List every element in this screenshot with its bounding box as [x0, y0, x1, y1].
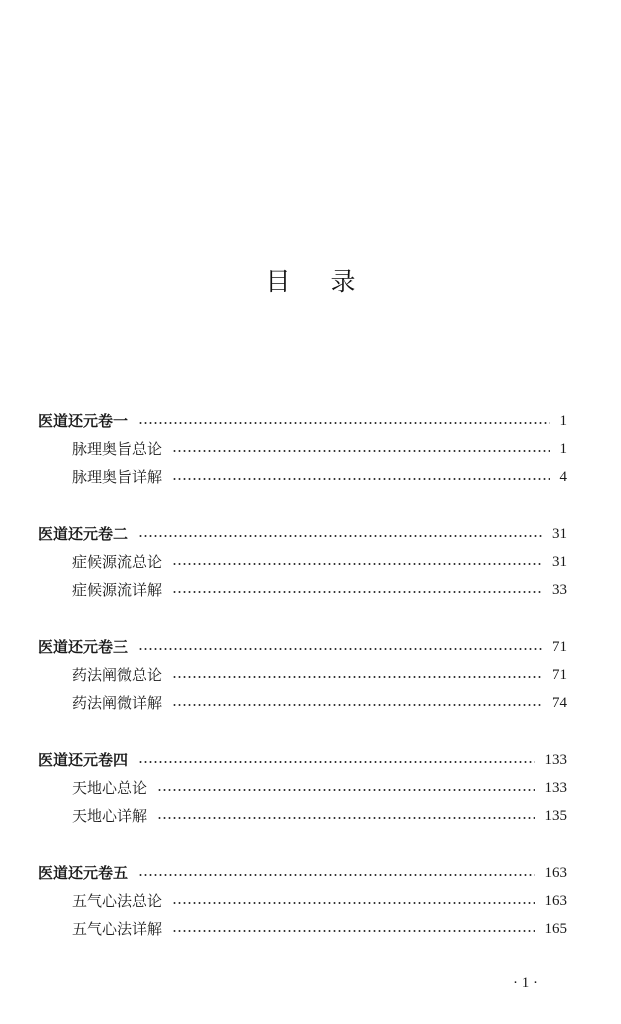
leader-dots — [172, 676, 542, 678]
toc-entry-page: 163 — [544, 893, 567, 909]
toc-entry-chapter[interactable] — [72, 918, 567, 940]
toc-entry-page: 133 — [544, 780, 567, 796]
toc-entry-label: 药法阐微总论 — [72, 666, 163, 684]
toc-entry-page: 71 — [552, 639, 567, 655]
toc-entry-label: 五气心法详解 — [72, 920, 163, 938]
toc-entry-chapter[interactable] — [72, 466, 567, 488]
toc-entry-label: 症候源流详解 — [72, 581, 163, 599]
leader-dots — [172, 930, 534, 932]
toc-entry-chapter[interactable] — [72, 579, 567, 601]
toc-entry-volume-5[interactable] — [38, 862, 567, 884]
toc-entry-label: 五气心法总论 — [72, 892, 163, 910]
toc-entry-chapter[interactable] — [72, 664, 567, 686]
leader-dots — [157, 789, 534, 791]
toc-entry-label: 天地心详解 — [72, 807, 148, 825]
toc-entry-chapter[interactable] — [72, 890, 567, 912]
toc-entry-label: 症候源流总论 — [72, 553, 163, 571]
toc-entry-chapter[interactable] — [72, 805, 567, 827]
toc-entry-label: 医道还元卷五 — [38, 864, 129, 882]
leader-dots — [138, 422, 549, 424]
toc-entry-label: 天地心总论 — [72, 779, 148, 797]
leader-dots — [172, 902, 534, 904]
toc-entry-page: 74 — [552, 695, 567, 711]
leader-dots — [172, 450, 549, 452]
toc-entry-page: 163 — [544, 865, 567, 881]
toc-entry-chapter[interactable] — [72, 692, 567, 714]
page-number: · 1 · — [513, 975, 538, 991]
toc-entry-page: 31 — [552, 526, 567, 542]
toc-entry-page: 165 — [544, 921, 567, 937]
toc-entry-page: 135 — [544, 808, 567, 824]
toc-entry-page: 71 — [552, 667, 567, 683]
toc-entry-page: 31 — [552, 554, 567, 570]
toc-entry-volume-4[interactable] — [38, 749, 567, 771]
toc-entry-page: 1 — [559, 441, 567, 457]
toc-entry-label: 医道还元卷四 — [38, 751, 129, 769]
toc-entry-label: 医道还元卷一 — [38, 412, 129, 430]
leader-dots — [138, 874, 534, 876]
toc-entry-chapter[interactable] — [72, 777, 567, 799]
toc-entry-page: 1 — [559, 413, 567, 429]
leader-dots — [172, 478, 549, 480]
toc-entry-volume-2[interactable] — [38, 523, 567, 545]
toc-entry-label: 脉理奥旨总论 — [72, 440, 163, 458]
leader-dots — [172, 591, 542, 593]
leader-dots — [172, 563, 542, 565]
leader-dots — [138, 761, 534, 763]
toc-entry-page: 133 — [544, 752, 567, 768]
toc-entry-volume-3[interactable] — [38, 636, 567, 658]
toc-entry-chapter[interactable] — [72, 438, 567, 460]
leader-dots — [172, 704, 542, 706]
leader-dots — [138, 648, 542, 650]
toc-entry-chapter[interactable] — [72, 551, 567, 573]
toc-entry-label: 医道还元卷二 — [38, 525, 129, 543]
toc-entry-label: 脉理奥旨详解 — [72, 468, 163, 486]
toc-entry-volume-1[interactable] — [38, 410, 567, 432]
leader-dots — [157, 817, 534, 819]
leader-dots — [138, 535, 542, 537]
toc-entry-label: 医道还元卷三 — [38, 638, 129, 656]
page-title: 目 录 — [265, 267, 372, 296]
toc-entry-page: 4 — [559, 469, 567, 485]
toc-entry-label: 药法阐微详解 — [72, 694, 163, 712]
toc-entry-page: 33 — [552, 582, 567, 598]
